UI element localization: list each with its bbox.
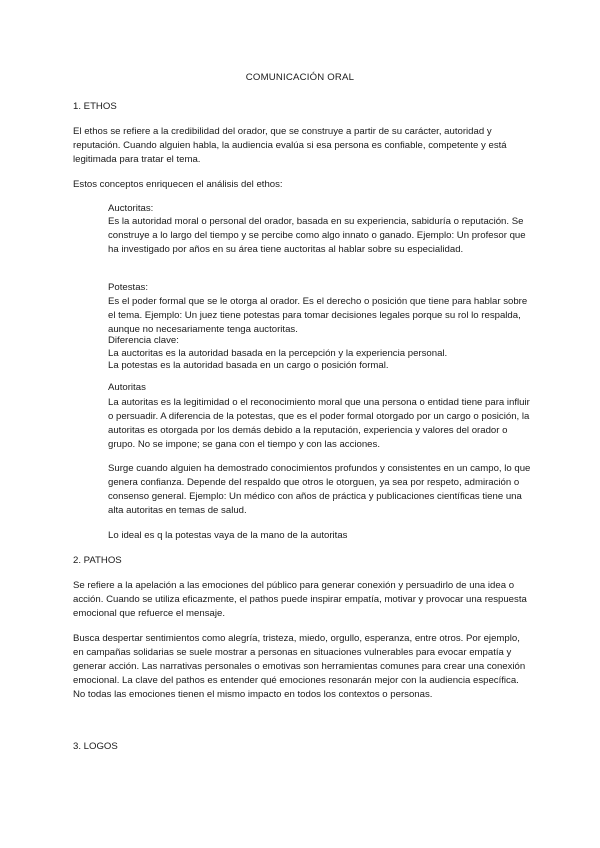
section-heading-ethos: 1. ETHOS (73, 101, 117, 112)
section-heading-logos: 3. LOGOS (73, 741, 118, 752)
potestas-difference-label: Diferencia clave: (108, 335, 179, 346)
ethos-concepts-intro: Estos conceptos enriquecen el análisis del ethos: (73, 179, 283, 190)
potestas-label: Potestas: (108, 282, 148, 293)
section-heading-pathos: 2. PATHOS (73, 555, 122, 566)
ethos-intro-paragraph: El ethos se refiere a la credibilidad del orador, que se construye a partir de su carácter, autoridad y reputación. Cuando alguien habla, la audiencia evalúa si esa persona es confiable, competente y está legitimada para tratar el tema. (73, 126, 507, 165)
potestas-paragraph: Es el poder formal que se le otorga al orador. Es el derecho o posición que tiene para hablar sobre el tema. Ejemplo: Un juez tiene potestas para tomar decisiones legales porque su rol lo respalda, aunque no necesariamente tenga auctoritas. (108, 296, 528, 335)
autoritas-paragraph-1: La autoritas es la legitimidad o el reconocimiento moral que una persona o entidad tiene para influir o persuadir. A diferencia de la potestas, que es el poder formal otorgado por un cargo o posición, la autoritas es otorgada por los demás debido a la reputación, experiencia y valores del orador o grupo. No se impone; se gana con el tiempo y con las acciones. (108, 397, 530, 450)
autoritas-paragraph-2: Surge cuando alguien ha demostrado conocimientos profundos y consistentes en un campo, lo que genera confianza. Depende del respaldo que otros le otorguen, ya sea por respeto, admiración o consenso general. Ejemplo: Un médico con años de práctica y publicaciones científicas tiene una alta autoritas en temas de salud. (108, 463, 531, 516)
pathos-paragraph-2: Busca despertar sentimientos como alegría, tristeza, miedo, orgullo, esperanza, entre otros. Por ejemplo, en campañas solidarias se suele mostrar a personas en situaciones vulnerables para evocar empatía y generar acción. Las narrativas personales o emotivas son herramientas comunes para crear una conexión emocional. La clave del pathos es entender qué emociones resonarán mejor con la audiencia específica. No todas las emociones tienen el mismo impacto en todos los contextos o personas. (73, 633, 526, 700)
pathos-paragraph-1: Se refiere a la apelación a las emociones del público para generar conexión y persuadirlo de una idea o acción. Cuando se utiliza eficazmente, el pathos puede inspirar empatía, motivar y provocar una respuesta emocional que refuerce el mensaje. (73, 580, 527, 619)
potestas-difference-line-2: La potestas es la autoridad basada en un cargo o posición formal. (108, 360, 389, 371)
autoritas-label: Autoritas (108, 382, 146, 393)
autoritas-paragraph-3: Lo ideal es q la potestas vaya de la mano de la autoritas (108, 530, 348, 541)
page-title: COMUNICACIÓN ORAL (245, 72, 355, 83)
potestas-difference-line-1: La auctoritas es la autoridad basada en la percepción y la experiencia personal. (108, 348, 448, 359)
auctoritas-paragraph: Es la autoridad moral o personal del orador, basada en su experiencia, sabiduría o reputación. Se construye a lo largo del tiempo y se percibe como algo innato o ganado. Ejemplo: Un profesor que ha investigado por años en su área tiene auctoritas al hablar sobre su especialidad. (108, 216, 526, 255)
auctoritas-label: Auctoritas: (108, 203, 154, 214)
